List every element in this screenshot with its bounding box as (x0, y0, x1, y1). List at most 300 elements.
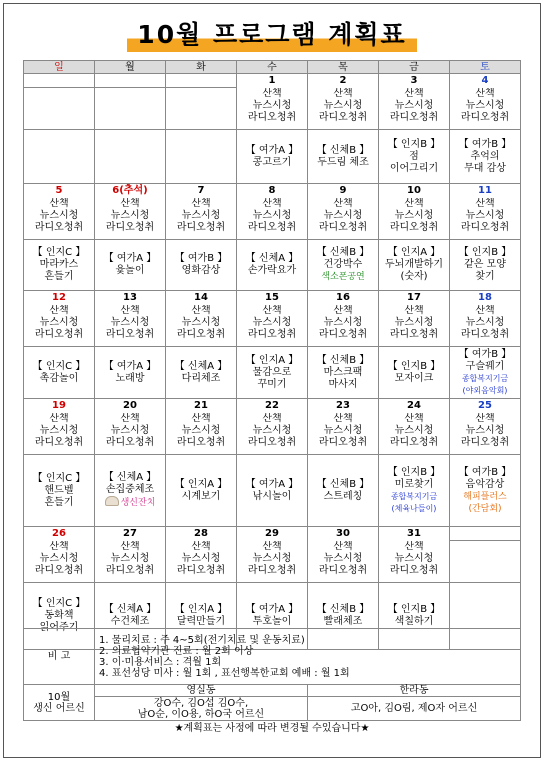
routine-item: 뉴스시청 (110, 316, 150, 328)
date-cell: 8 (237, 184, 308, 198)
program-row (24, 347, 521, 399)
routine-item: 라디오청취 (105, 564, 155, 576)
routine-item: 산책 (475, 412, 495, 424)
program-row (24, 455, 521, 527)
routine-cell (166, 88, 237, 130)
program-text: 해피플러스 (463, 491, 507, 502)
program-line (237, 604, 307, 616)
program-line (450, 385, 520, 397)
program-text: 【 인지C 】 (32, 247, 86, 258)
program-line (379, 151, 449, 163)
weekday-header-cell: 목 (308, 61, 379, 74)
program-line (166, 265, 236, 277)
routine-cell (450, 88, 521, 130)
program-line (95, 616, 165, 628)
routine-item: 뉴스시청 (394, 99, 434, 111)
program-text: 두드림 체조 (317, 156, 369, 168)
program-cell (95, 240, 166, 291)
routine-item: 라디오청취 (318, 111, 368, 123)
program-text: 【 신체B 】 (316, 604, 370, 615)
routine-item: 라디오청취 (389, 221, 439, 233)
program-line (450, 151, 520, 163)
routine-item: 라디오청취 (176, 564, 226, 576)
program-line (166, 373, 236, 385)
program-text: 같은 모양 (464, 259, 506, 270)
routine-cell (450, 305, 521, 347)
program-text: 촉감놀이 (39, 372, 79, 384)
routine-cell (24, 413, 95, 455)
date-cell: 12 (24, 291, 95, 305)
program-line (450, 259, 520, 271)
routine-item: 산책 (191, 304, 211, 316)
routine-item: 뉴스시청 (323, 316, 363, 328)
program-text: 【 여가B 】 (174, 253, 228, 264)
routine-item: 산책 (404, 304, 424, 316)
program-line (24, 598, 94, 610)
program-line (237, 479, 307, 491)
routine-item: 라디오청취 (34, 221, 84, 233)
weekday-header-cell: 일 (24, 61, 95, 74)
routine-item: 라디오청취 (389, 328, 439, 340)
date-row (24, 291, 521, 305)
routine-item: 뉴스시청 (252, 424, 292, 436)
program-text: 종합복지기금 (390, 491, 438, 501)
routine-item: 라디오청취 (176, 328, 226, 340)
date-cell: 10 (379, 184, 450, 198)
routine-item: 뉴스시청 (181, 209, 221, 221)
program-line (379, 479, 449, 491)
routine-item: 뉴스시청 (394, 316, 434, 328)
weekday-header-cell: 수 (237, 61, 308, 74)
program-text: 다리체조 (181, 372, 221, 384)
routine-cell (379, 198, 450, 240)
program-text: 【 신체A 】 (174, 360, 228, 372)
program-cell (24, 130, 95, 184)
date-cell: 30 (308, 527, 379, 541)
routine-cell (95, 88, 166, 130)
routine-item: 라디오청취 (34, 436, 84, 448)
program-line (450, 247, 520, 259)
program-line (95, 484, 165, 496)
routine-cell (308, 198, 379, 240)
program-line (450, 361, 520, 373)
program-text: 수건체조 (110, 616, 150, 627)
program-text: 【 인지B 】 (387, 466, 441, 478)
routine-row (24, 88, 521, 130)
program-text: 【 여가A 】 (245, 144, 299, 156)
routine-item: 산책 (404, 197, 424, 209)
program-line (308, 616, 378, 628)
routine-item: 뉴스시청 (252, 552, 292, 564)
program-text: 음악감상 (465, 478, 505, 490)
routine-item: 산책 (120, 304, 140, 316)
program-cell (237, 130, 308, 184)
routine-item: 라디오청취 (460, 436, 510, 448)
routine-cell (24, 88, 95, 130)
routine-item: 라디오청취 (176, 436, 226, 448)
routine-item: 뉴스시청 (252, 99, 292, 111)
date-cell (450, 527, 521, 541)
routine-item: 뉴스시청 (465, 424, 505, 436)
weekday-header-cell: 토 (450, 61, 521, 74)
routine-item: 뉴스시청 (323, 424, 363, 436)
date-cell: 22 (237, 399, 308, 413)
routine-cell (379, 541, 450, 583)
routine-cell (450, 413, 521, 455)
date-cell: 7 (166, 184, 237, 198)
routine-item: 라디오청취 (318, 221, 368, 233)
routine-item: 라디오청취 (34, 564, 84, 576)
program-line (237, 367, 307, 379)
program-text: 【 신체B 】 (316, 354, 370, 366)
date-cell: 18 (450, 291, 521, 305)
program-line (450, 503, 520, 515)
routine-item: 라디오청취 (318, 328, 368, 340)
program-text: 무대 감상 (464, 162, 506, 174)
program-cell (237, 240, 308, 291)
program-line (95, 265, 165, 277)
program-line (450, 349, 520, 361)
date-cell (24, 74, 95, 88)
date-cell: 19 (24, 399, 95, 413)
program-line (450, 163, 520, 175)
wing2-name: 한라동 (308, 685, 521, 697)
birthday-title: 생신 어르신 (33, 702, 85, 714)
note-line: 3. 이·미용서비스 : 격월 1회 (99, 656, 222, 668)
program-text: 물감으로 (252, 366, 292, 378)
program-line (450, 139, 520, 151)
program-line (308, 479, 378, 491)
program-cell (237, 455, 308, 527)
program-text: 【 인지C 】 (32, 598, 86, 609)
program-cell (237, 347, 308, 399)
program-line (379, 491, 449, 503)
date-cell: 21 (166, 399, 237, 413)
program-text: 【 인지B 】 (387, 138, 441, 150)
routine-item: 라디오청취 (460, 221, 510, 233)
program-text: 【 인지C 】 (32, 472, 86, 484)
routine-cell (379, 305, 450, 347)
routine-cell (24, 541, 95, 583)
date-cell: 28 (166, 527, 237, 541)
program-text: 노래방 (115, 372, 145, 384)
program-line (308, 145, 378, 157)
program-text: 【 여가A 】 (245, 478, 299, 490)
program-line (450, 467, 520, 479)
routine-cell (308, 305, 379, 347)
routine-item: 산책 (49, 197, 69, 209)
routine-item: 라디오청취 (34, 328, 84, 340)
program-row (24, 240, 521, 291)
routine-item: 뉴스시청 (394, 209, 434, 221)
routine-cell (95, 413, 166, 455)
program-line (379, 373, 449, 385)
program-text: 동화책 (44, 610, 74, 621)
program-text: 【 인지C 】 (32, 360, 86, 372)
routine-item: 산책 (49, 540, 69, 552)
program-text: 낚시놀이 (252, 490, 292, 502)
program-line (24, 473, 94, 485)
program-line (308, 379, 378, 391)
date-cell: 9 (308, 184, 379, 198)
routine-item: 라디오청취 (247, 436, 297, 448)
date-row (24, 399, 521, 413)
program-text: 추억의 (470, 150, 500, 162)
program-text: 【 인지A 】 (174, 478, 228, 490)
routine-item: 라디오청취 (247, 564, 297, 576)
routine-item: 라디오청취 (176, 221, 226, 233)
program-cell (166, 240, 237, 291)
program-cell (450, 130, 521, 184)
routine-item: 산책 (475, 304, 495, 316)
program-cell (450, 347, 521, 399)
routine-item: 라디오청취 (460, 111, 510, 123)
cake-icon (105, 496, 119, 506)
program-cell (95, 347, 166, 399)
routine-item: 산책 (262, 540, 282, 552)
program-text: 영화감상 (181, 265, 221, 276)
routine-item: 뉴스시청 (39, 316, 79, 328)
program-line (24, 271, 94, 283)
program-line (450, 373, 520, 385)
program-text: 시계보기 (181, 490, 221, 502)
date-cell: 29 (237, 527, 308, 541)
program-cell (166, 130, 237, 184)
program-text: 미로찾기 (394, 478, 434, 490)
routine-cell (166, 198, 237, 240)
program-line (24, 373, 94, 385)
birthday-month: 10월 (47, 691, 71, 703)
program-line (379, 271, 449, 283)
program-line (237, 491, 307, 503)
routine-item: 산책 (333, 412, 353, 424)
routine-item: 산책 (404, 412, 424, 424)
routine-item: 뉴스시청 (181, 424, 221, 436)
routine-item: 뉴스시청 (181, 552, 221, 564)
program-text: 【 인지A 】 (174, 604, 228, 615)
program-line (308, 367, 378, 379)
program-line (308, 259, 378, 271)
program-line (95, 361, 165, 373)
program-line (379, 503, 449, 515)
program-cell (379, 347, 450, 399)
program-text: 투호놀이 (252, 616, 292, 627)
routine-cell (237, 88, 308, 130)
routine-cell (166, 305, 237, 347)
routine-cell (308, 413, 379, 455)
routine-item: 뉴스시청 (252, 316, 292, 328)
program-cell (95, 455, 166, 527)
date-row (24, 74, 521, 88)
program-text: 읽어주기 (39, 622, 79, 633)
routine-cell (379, 413, 450, 455)
program-text: 손집중체조 (105, 484, 155, 495)
date-cell: 3 (379, 74, 450, 88)
program-text: 흔들기 (44, 271, 74, 282)
program-text: 빨래체조 (323, 616, 363, 627)
wing1-name: 영실동 (95, 685, 308, 697)
routine-cell (95, 541, 166, 583)
routine-item: 뉴스시청 (110, 424, 150, 436)
program-text: 【 인지B 】 (387, 360, 441, 372)
routine-item: 라디오청취 (318, 564, 368, 576)
program-line (379, 467, 449, 479)
program-line (450, 271, 520, 283)
program-cell (450, 455, 521, 527)
program-line (379, 139, 449, 151)
routine-item: 산책 (191, 540, 211, 552)
program-text: 찾기 (475, 271, 495, 282)
program-text: 스트레칭 (323, 490, 363, 502)
note-line: 1. 물리치료 : 주 4~5회(전기치료 및 운동치료) (99, 634, 305, 646)
program-cell (450, 240, 521, 291)
date-cell: 2 (308, 74, 379, 88)
program-text: 건강박수 (323, 259, 363, 270)
program-line (379, 616, 449, 628)
program-text: 모자이크 (394, 372, 434, 384)
program-text: 핸드벨 (44, 484, 74, 496)
routine-row (24, 198, 521, 240)
routine-cell (237, 413, 308, 455)
program-line (379, 361, 449, 373)
routine-item: 라디오청취 (247, 328, 297, 340)
routine-item: 라디오청취 (318, 436, 368, 448)
routine-item: 산책 (262, 197, 282, 209)
routine-cell (95, 305, 166, 347)
routine-item: 산책 (475, 197, 495, 209)
program-text: 색칠하기 (394, 616, 434, 627)
wing1-residents-line: 강O수, 김O섭 김O수, (153, 697, 249, 709)
program-line (308, 604, 378, 616)
routine-item: 산책 (333, 540, 353, 552)
program-text: (체육나들이) (391, 503, 437, 513)
routine-cell (166, 541, 237, 583)
routine-item: 뉴스시청 (465, 209, 505, 221)
routine-item: 뉴스시청 (465, 99, 505, 111)
program-text: 【 인지A 】 (387, 247, 441, 258)
weekday-header-cell: 월 (95, 61, 166, 74)
program-text: 콩고르기 (252, 156, 292, 168)
program-text: 【 신체B 】 (316, 247, 370, 258)
routine-item: 산책 (120, 197, 140, 209)
routine-row (24, 413, 521, 455)
routine-cell (237, 305, 308, 347)
program-line (237, 379, 307, 391)
routine-item: 뉴스시청 (39, 424, 79, 436)
routine-item: 산책 (333, 87, 353, 99)
program-cell (166, 347, 237, 399)
routine-item: 산책 (191, 412, 211, 424)
routine-item: 뉴스시청 (465, 316, 505, 328)
program-line (95, 496, 165, 509)
program-text: 【 인지A 】 (245, 354, 299, 366)
weekday-header-cell: 화 (166, 61, 237, 74)
routine-item: 뉴스시청 (39, 209, 79, 221)
program-text: 【 신체B 】 (316, 144, 370, 156)
routine-item: 산책 (262, 87, 282, 99)
date-row (24, 184, 521, 198)
routine-cell (24, 305, 95, 347)
program-line (24, 361, 94, 373)
program-text: 손가락요가 (247, 265, 297, 276)
program-line (237, 157, 307, 169)
routine-item: 뉴스시청 (181, 316, 221, 328)
date-row (24, 527, 521, 541)
program-line (166, 604, 236, 616)
routine-item: 라디오청취 (105, 328, 155, 340)
routine-item: 라디오청취 (389, 436, 439, 448)
date-cell (166, 74, 237, 88)
date-cell: 11 (450, 184, 521, 198)
note-line: 2. 의료협약기관 진료 : 월 2회 이상 (99, 645, 254, 657)
program-text: 생신잔치 (120, 498, 156, 508)
routine-item: 산책 (262, 304, 282, 316)
program-cell (379, 240, 450, 291)
calendar-table (23, 60, 521, 650)
program-line (24, 610, 94, 622)
date-cell: 20 (95, 399, 166, 413)
program-line (379, 259, 449, 271)
routine-item: 산책 (191, 197, 211, 209)
program-line (308, 157, 378, 169)
program-cell (308, 347, 379, 399)
program-line (379, 247, 449, 259)
program-text: 색소폰공연 (321, 272, 365, 282)
program-line (166, 361, 236, 373)
program-text: 【 인지B 】 (387, 604, 441, 615)
program-text: 마스크팩 (323, 366, 363, 378)
program-line (237, 616, 307, 628)
program-line (379, 604, 449, 616)
date-cell: 16 (308, 291, 379, 305)
routine-row (24, 305, 521, 347)
date-cell: 17 (379, 291, 450, 305)
routine-item: 산책 (475, 87, 495, 99)
program-cell (308, 455, 379, 527)
routine-item: 라디오청취 (389, 564, 439, 576)
routine-cell (450, 198, 521, 240)
date-cell: 25 (450, 399, 521, 413)
routine-item: 뉴스시청 (323, 99, 363, 111)
date-cell: 23 (308, 399, 379, 413)
program-text: (간담회) (468, 503, 502, 514)
date-cell: 15 (237, 291, 308, 305)
date-cell: 6(추석) (95, 184, 166, 198)
program-cell (379, 130, 450, 184)
program-text: 【 여가A 】 (245, 604, 299, 615)
program-text: 【 여가B 】 (458, 138, 512, 150)
program-line (95, 373, 165, 385)
program-line (95, 472, 165, 484)
program-line (308, 355, 378, 367)
routine-item: 뉴스시청 (252, 209, 292, 221)
routine-cell (379, 88, 450, 130)
program-line (166, 616, 236, 628)
program-text: 【 신체A 】 (245, 253, 299, 264)
program-cell (24, 455, 95, 527)
birthday-label (24, 685, 95, 721)
program-line (450, 491, 520, 503)
routine-cell (308, 541, 379, 583)
routine-cell (24, 198, 95, 240)
routine-item: 산책 (49, 412, 69, 424)
program-line (166, 479, 236, 491)
notes-content (95, 629, 521, 685)
routine-item: 산책 (120, 412, 140, 424)
wing2-residents: 고O아, 김O림, 제O자 어르신 (308, 697, 521, 721)
program-text: 마사지 (328, 378, 358, 390)
program-text: (숫자) (400, 271, 428, 282)
